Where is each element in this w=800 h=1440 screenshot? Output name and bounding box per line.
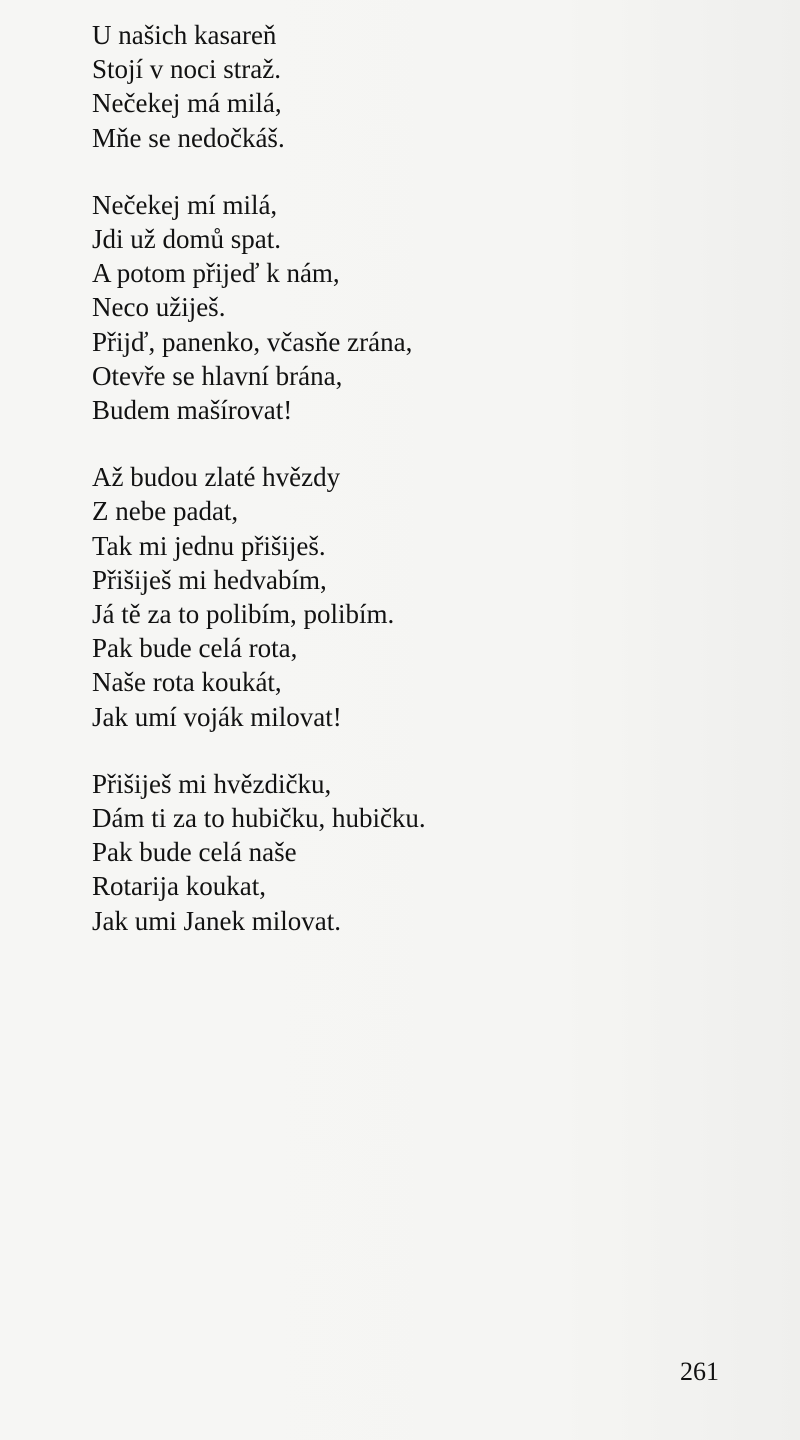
page-number: 261 [680,1357,719,1386]
poem-line: Jdi už domů spat. [92,224,281,255]
stanza-1 [92,18,692,155]
stanza-2 [92,188,692,427]
poem-line: Já tě za to polibím, polibím. [92,599,395,630]
poem-line: A potom přijeď k nám, [92,258,340,289]
poem-line: Nečekej mí milá, [92,189,278,220]
poem-line: Budem mašírovat! [92,395,293,426]
poem-line: Přišiješ mi hedvabím, [92,564,327,595]
poem-line: Přišiješ mi hvězdičku, [92,768,332,799]
poem-line: Mňe se nedočkáš. [92,122,285,153]
poem-line: Neco užiješ. [92,292,226,323]
poem-line: Nečekej má milá, [92,88,282,119]
poem-line: Z nebe padat, [92,496,239,527]
poem-line: Jak umi Janek milovat. [92,905,341,936]
poem-line: Až budou zlaté hvězdy [92,462,341,493]
poem-line: Dám ti za to hubičku, hubičku. [92,803,426,834]
poem-line: Otevře se hlavní brána, [92,360,343,391]
poem-line: Tak mi jednu přišiješ. [92,530,326,561]
poem-line: Pak bude celá naše [92,837,297,868]
poem-text [92,18,692,971]
poem-line: Stojí v noci straž. [92,54,281,85]
poem-line: Jak umí voják milovat! [92,701,342,732]
poem-line: Rotarija koukat, [92,871,266,902]
poem-line: Pak bude celá rota, [92,633,298,664]
poem-line: Naše rota koukát, [92,667,282,698]
stanza-3 [92,460,692,734]
poem-line: Přijď, panenko, včasňe zrána, [92,326,413,357]
poem-line: U našich kasareň [92,20,277,50]
stanza-4 [92,767,692,938]
